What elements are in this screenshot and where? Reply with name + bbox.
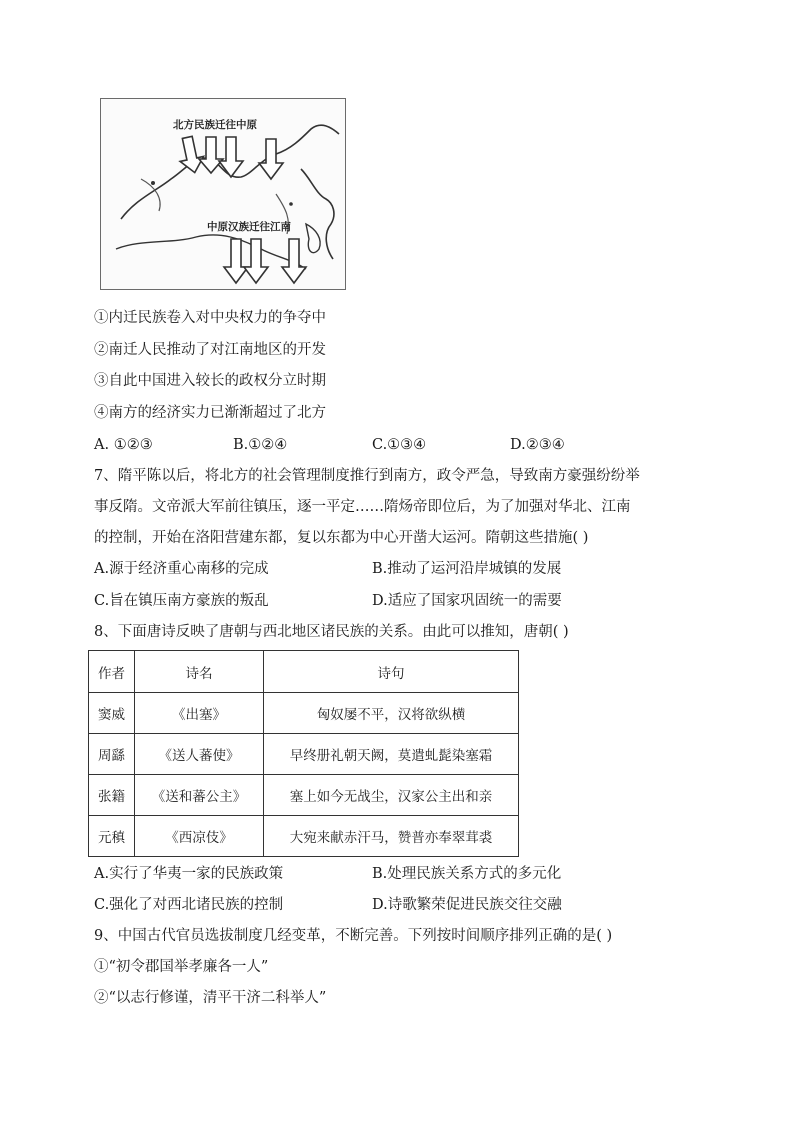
header-title: 诗名 [135, 651, 264, 693]
map-label-south: 中原汉族迁往江南 [207, 221, 291, 233]
q8-option-b[interactable]: B.处理民族关系方式的多元化 [372, 866, 562, 882]
q6-statement-3: ③自此中国进入较长的政权分立时期 [94, 373, 326, 389]
q6-option-b[interactable]: B.①②④ [233, 437, 288, 453]
q6-option-d[interactable]: D.②③④ [510, 437, 565, 453]
q9-item-1: ①“初令郡国举孝廉各一人” [94, 959, 269, 975]
cell-title: 《西凉伎》 [135, 816, 264, 857]
cell-author: 周繇 [89, 734, 135, 775]
q6-option-c[interactable]: C.①③④ [372, 437, 427, 453]
table-header-row [89, 651, 519, 693]
q7-option-a[interactable]: A.源于经济重心南移的完成 [94, 561, 269, 577]
cell-verse: 匈奴屡不平，汉将欲纵横 [264, 693, 519, 734]
table-row [89, 816, 519, 857]
q9-stem: 9、中国古代官员选拔制度几经变革，不断完善。下列按时间顺序排列正确的是( ) [94, 928, 613, 944]
q8-option-c[interactable]: C.强化了对西北诸民族的控制 [94, 897, 284, 913]
q7-stem-line-3: 的控制，开始在洛阳营建东都，复以东都为中心开凿大运河。隋朝这些措施( ) [94, 530, 589, 546]
q7-option-c[interactable]: C.旨在镇压南方豪族的叛乱 [94, 593, 269, 609]
cell-author: 张籍 [89, 775, 135, 816]
cell-verse: 塞上如今无战尘，汉家公主出和亲 [264, 775, 519, 816]
north-arrows [176, 135, 283, 179]
map-label-north: 北方民族迁往中原 [173, 119, 257, 131]
table-row [89, 775, 519, 816]
q8-option-a[interactable]: A.实行了华夷一家的民族政策 [94, 866, 284, 882]
header-author: 作者 [89, 651, 135, 693]
cell-title: 《送和蕃公主》 [135, 775, 264, 816]
q7-stem-line-1: 7、隋平陈以后，将北方的社会管理制度推行到南方，政令严急，导致南方豪强纷纷举 [94, 468, 640, 484]
q6-statement-4: ④南方的经济实力已渐渐超过了北方 [94, 405, 326, 421]
q8-option-d[interactable]: D.诗歌繁荣促进民族交往交融 [372, 897, 562, 913]
cell-author: 窦威 [89, 693, 135, 734]
cell-verse: 大宛来献赤汗马，赞普亦奉翠茸裘 [264, 816, 519, 857]
cell-title: 《出塞》 [135, 693, 264, 734]
cell-author: 元稹 [89, 816, 135, 857]
table-row [89, 693, 519, 734]
q7-option-b[interactable]: B.推动了运河沿岸城镇的发展 [372, 561, 562, 577]
migration-map [100, 98, 346, 290]
q7-stem-line-2: 事反隋。文帝派大军前往镇压，逐一平定……隋炀帝即位后，为了加强对华北、江南 [94, 499, 631, 515]
q6-statement-1: ①内迁民族卷入对中央权力的争夺中 [94, 310, 326, 326]
table-row [89, 734, 519, 775]
cell-verse: 早终册礼朝天阙，莫遣虬髭染塞霜 [264, 734, 519, 775]
q8-stem: 8、下面唐诗反映了唐朝与西北地区诸民族的关系。由此可以推知，唐朝( ) [94, 624, 569, 640]
header-verse: 诗句 [264, 651, 519, 693]
q6-statement-2: ②南迁人民推动了对江南地区的开发 [94, 342, 326, 358]
q9-item-2: ②“以志行修谨，清平干济二科举人” [94, 990, 327, 1006]
south-arrows [224, 239, 306, 283]
q6-option-a[interactable]: A. ①②③ [94, 437, 153, 453]
q7-option-d[interactable]: D.适应了国家巩固统一的需要 [372, 593, 562, 609]
poem-table [88, 650, 519, 857]
cell-title: 《送人蕃使》 [135, 734, 264, 775]
